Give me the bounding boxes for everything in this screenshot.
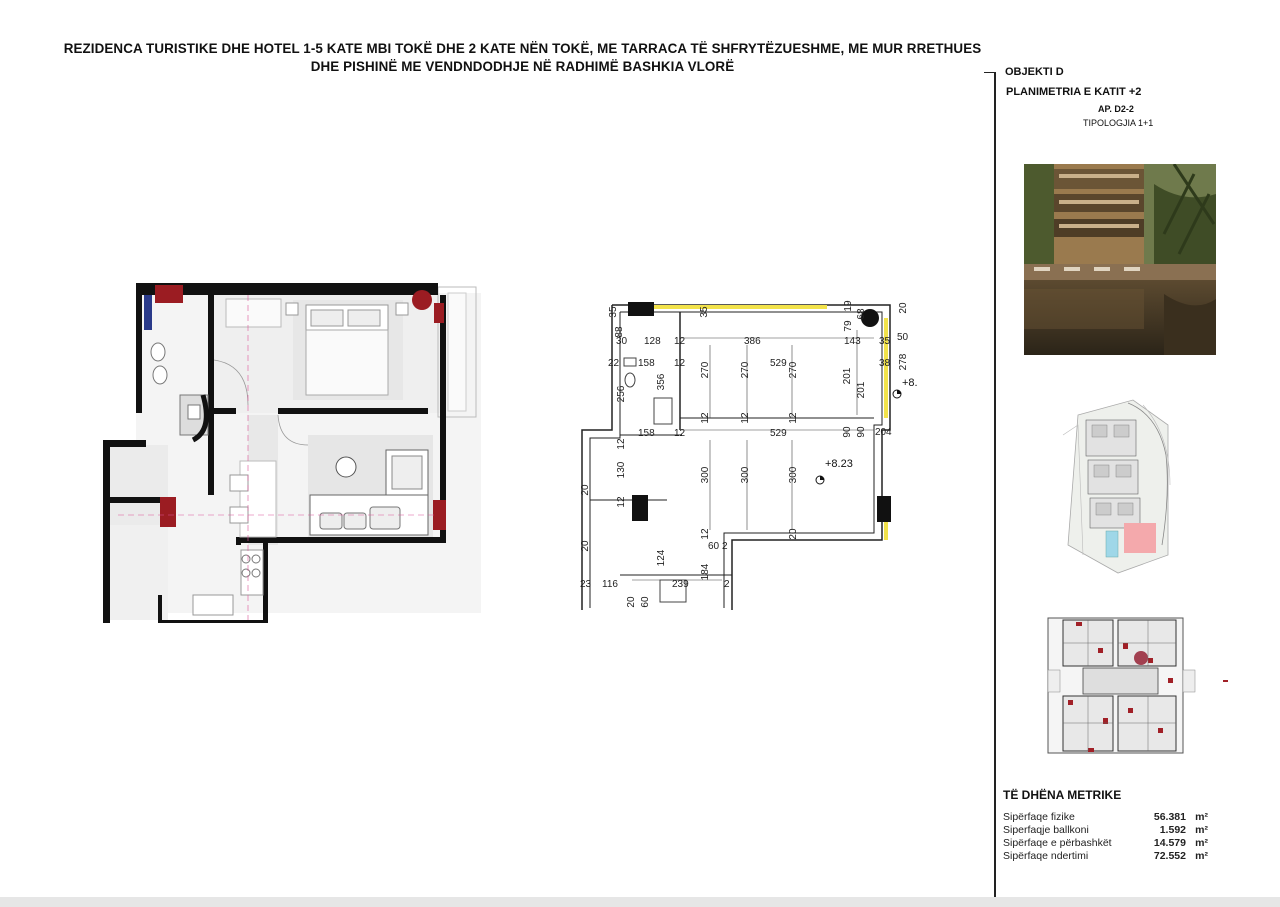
dim-label: 270 — [740, 361, 751, 379]
dim-label: 239 — [672, 579, 689, 590]
dim-label: 12 — [616, 438, 627, 450]
dim-label: 35 — [699, 306, 710, 318]
metric-label: Sipërfaqe fizike — [1003, 811, 1075, 823]
dim-label: 386 — [744, 336, 761, 347]
key-floor-plan-image — [1028, 608, 1232, 758]
dim-label: 300 — [740, 466, 751, 484]
dim-label: 124 — [656, 549, 667, 567]
dim-label: 184 — [700, 563, 711, 581]
metric-label: Siperfaqje ballkoni — [1003, 824, 1089, 836]
dim-label: 60 — [708, 541, 720, 552]
metric-unit: m² — [1195, 850, 1208, 862]
dim-label: 278 — [898, 353, 909, 371]
dim-label: 20 — [580, 540, 591, 552]
dim-label: 300 — [788, 466, 799, 484]
typology: TIPOLOGJIA 1+1 — [1083, 118, 1154, 128]
dim-label: 356 — [656, 373, 667, 391]
dim-label: 143 — [844, 336, 861, 347]
dim-label: 12 — [700, 528, 711, 540]
dim-label: 50 — [897, 332, 909, 343]
dim-label: 68 — [856, 308, 867, 320]
project-title — [20, 40, 1025, 76]
metric-unit: m² — [1195, 837, 1208, 849]
dim-label: 23 — [580, 579, 592, 590]
metric-row — [1003, 811, 1208, 824]
dim-label: 35 — [879, 336, 891, 347]
metric-row — [1003, 837, 1208, 850]
dim-label: 35 — [608, 306, 619, 318]
dim-label: 270 — [788, 361, 799, 379]
metric-value: 56.381 — [1153, 811, 1186, 823]
dimension-floor-plan — [572, 290, 932, 615]
site-plan-image — [1058, 395, 1172, 575]
metric-unit: m² — [1195, 824, 1208, 836]
furnished-floor-plan — [98, 275, 483, 630]
metrics-title: TË DHËNA METRIKE — [1003, 788, 1122, 802]
metric-row — [1003, 850, 1208, 863]
dim-label: 158 — [638, 358, 655, 369]
dim-label: 130 — [616, 461, 627, 479]
metric-label: Sipërfaqe ndertimi — [1003, 850, 1089, 862]
dim-label: 4 — [886, 427, 892, 438]
level-marker: +8.23 — [825, 458, 853, 470]
dim-label: 128 — [644, 336, 661, 347]
dim-label: 116 — [602, 579, 618, 590]
building-render-image — [1024, 164, 1216, 355]
project-title-line1: REZIDENCA TURISTIKE DHE HOTEL 1-5 KATE MBI TOKË DHE 2 KATE NËN TOKË, ME TARRACA TË SHFRYTËZUESHME, ME MUR RRETHUES — [63, 41, 982, 56]
dim-label: 12 — [788, 412, 799, 424]
metric-value: 72.552 — [1153, 850, 1186, 862]
dim-label: 88 — [614, 326, 625, 338]
dim-label: 12 — [674, 428, 686, 439]
dim-label: 30 — [616, 336, 628, 347]
dim-label: 20 — [898, 302, 909, 314]
dim-label: 60 — [640, 596, 651, 608]
dim-label: 12 — [616, 496, 627, 508]
dim-label: 256 — [616, 385, 627, 403]
dim-label: 300 — [700, 466, 711, 484]
dim-label: 20 — [580, 484, 591, 496]
metric-label: Sipërfaqe e përbashkët — [1003, 837, 1112, 849]
metric-value: 14.579 — [1153, 837, 1186, 849]
dim-label: 38 — [879, 358, 891, 369]
dim-label: 12 — [700, 412, 711, 424]
dim-label: 201 — [856, 381, 867, 399]
apartment-code: AP. D2-2 — [1098, 104, 1134, 114]
object-label: OBJEKTI D — [1005, 66, 1064, 78]
dim-label: 19 — [843, 300, 854, 312]
metric-unit: m² — [1195, 811, 1208, 823]
dim-label: 90 — [856, 426, 867, 438]
project-title-line2: DHE PISHINË ME VENDNDODHJE NË RADHIMË BASHKIA VLORË — [310, 59, 735, 74]
dim-label: 2 — [724, 579, 730, 590]
dim-label: 12 — [674, 336, 686, 347]
sidebar-rule — [984, 72, 996, 73]
dim-label: 12 — [740, 412, 751, 424]
dim-label: 20 — [788, 528, 799, 540]
dim-label: 20 — [626, 596, 637, 608]
dim-label: 270 — [700, 361, 711, 379]
dim-label: 201 — [842, 367, 853, 385]
plan-title: PLANIMETRIA E KATIT +2 — [1006, 86, 1142, 98]
dim-label: 22 — [608, 358, 620, 369]
metric-row — [1003, 824, 1208, 837]
dim-label: 20 — [875, 427, 887, 438]
sidebar-divider — [994, 72, 996, 897]
dim-label: 158 — [638, 428, 655, 439]
sheet-bottom-edge — [0, 897, 1280, 907]
metric-value: 1.592 — [1159, 824, 1186, 836]
dim-label: 2 — [722, 541, 728, 552]
level-marker: +8. — [902, 377, 918, 389]
dim-label: 529 — [770, 428, 787, 439]
dim-label: 90 — [842, 426, 853, 438]
dim-label: 79 — [843, 320, 854, 332]
dim-label: 529 — [770, 358, 787, 369]
dim-label: 12 — [674, 358, 686, 369]
